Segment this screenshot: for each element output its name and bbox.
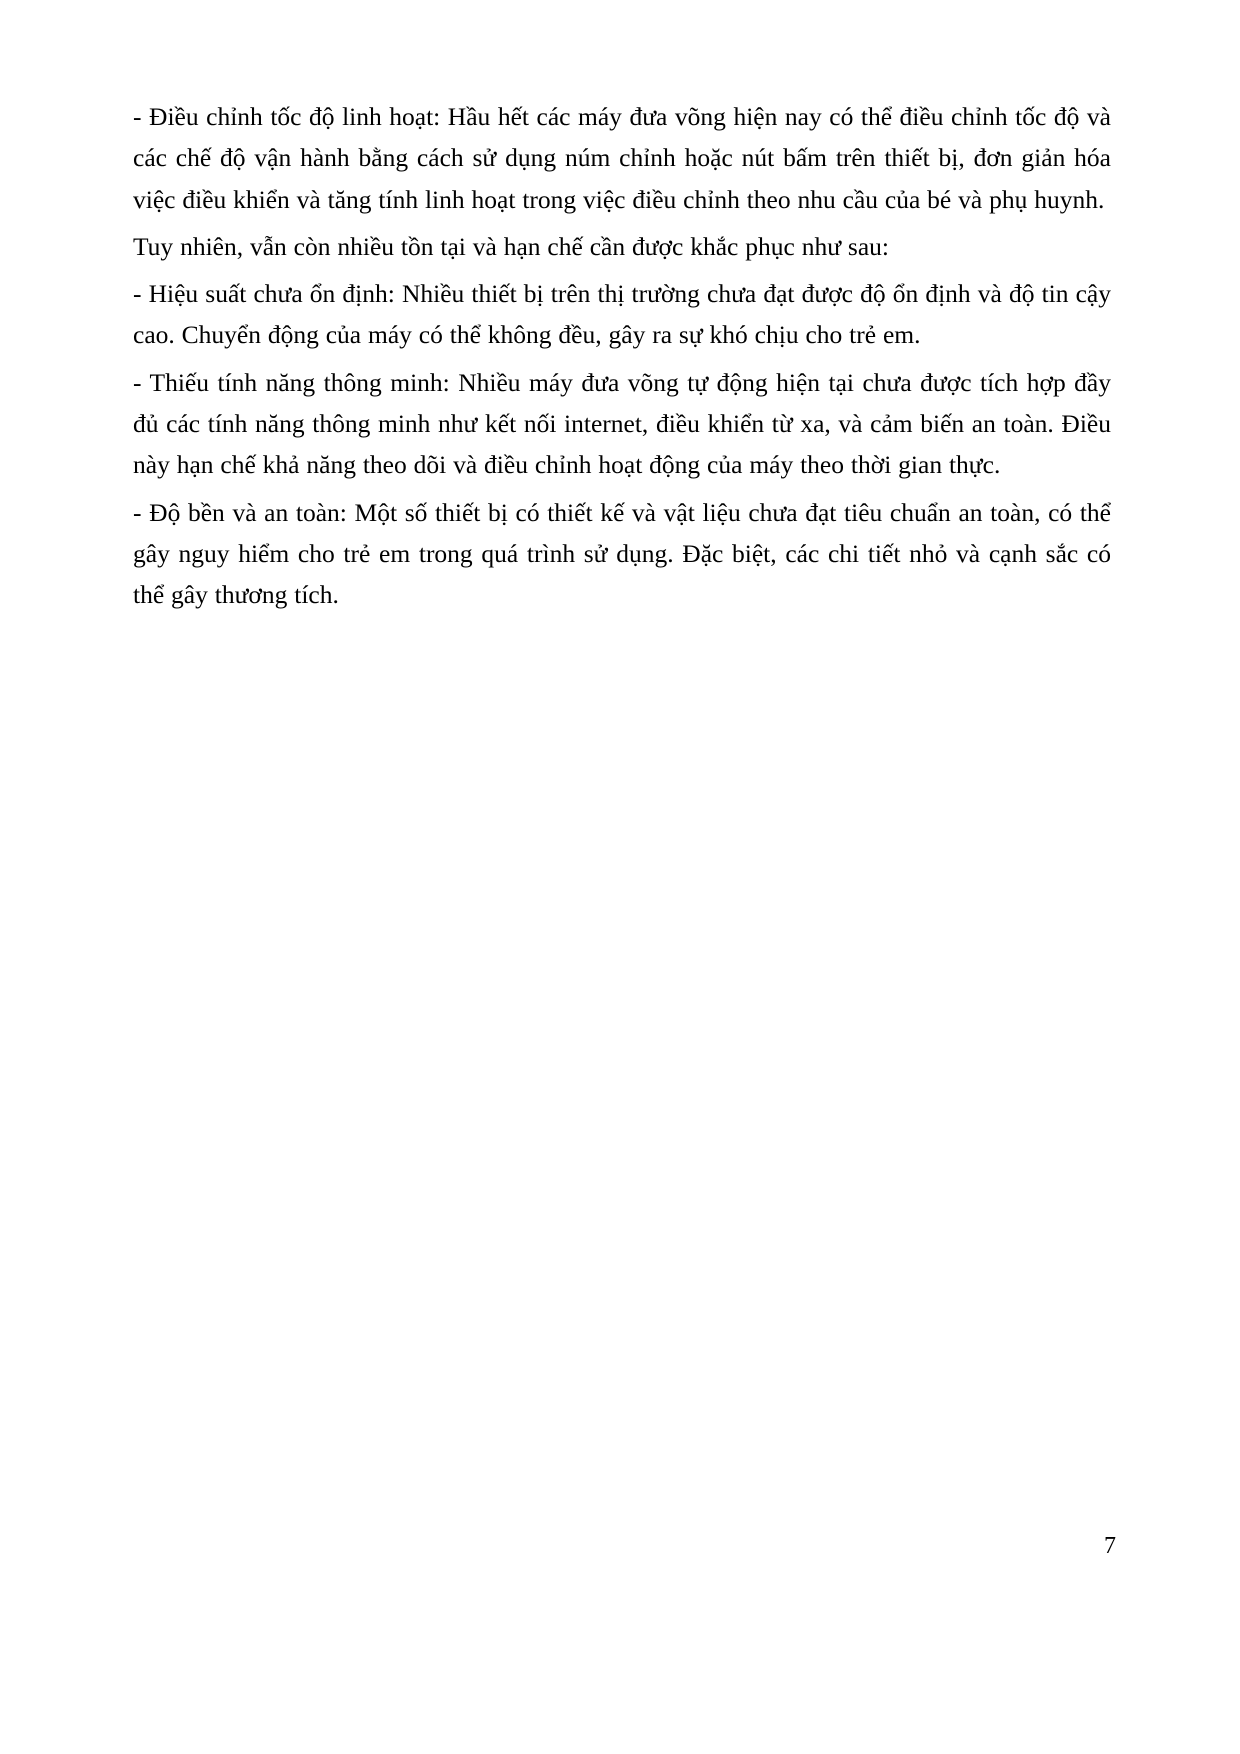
- paragraph: - Thiếu tính năng thông minh: Nhiều máy đưa võng tự động hiện tại chưa được tích hợp đầy đủ các tính năng thông minh như kết nối internet, điều khiển từ xa, và cảm biến an toàn. Điều này hạn chế khả năng theo dõi và điều chỉnh hoạt động của máy theo thời gian thực.: [133, 367, 1111, 480]
- paragraph: - Điều chỉnh tốc độ linh hoạt: Hầu hết các máy đưa võng hiện nay có thể điều chỉnh tốc độ và các chế độ vận hành bằng cách sử dụng núm chỉnh hoặc nút bấm trên thiết bị, đơn giản hóa việc điều khiển và tăng tính linh hoạt trong việc điều chỉnh theo nhu cầu của bé và phụ huynh.: [133, 102, 1111, 214]
- page-number: 7: [1104, 1533, 1116, 1559]
- paragraph: - Độ bền và an toàn: Một số thiết bị có thiết kế và vật liệu chưa đạt tiêu chuẩn an toàn, có thể gây nguy hiểm cho trẻ em trong quá trình sử dụng. Đặc biệt, các chi tiết nhỏ và cạnh sắc có thể gây thương tích.: [133, 497, 1111, 610]
- document-body: [133, 96, 1111, 616]
- paragraph: Tuy nhiên, vẫn còn nhiều tồn tại và hạn chế cần được khắc phục như sau:: [133, 231, 889, 261]
- paragraph: - Hiệu suất chưa ổn định: Nhiều thiết bị trên thị trường chưa đạt được độ ổn định và độ tin cậy cao. Chuyển động của máy có thể không đều, gây ra sự khó chịu cho trẻ em.: [133, 279, 1111, 350]
